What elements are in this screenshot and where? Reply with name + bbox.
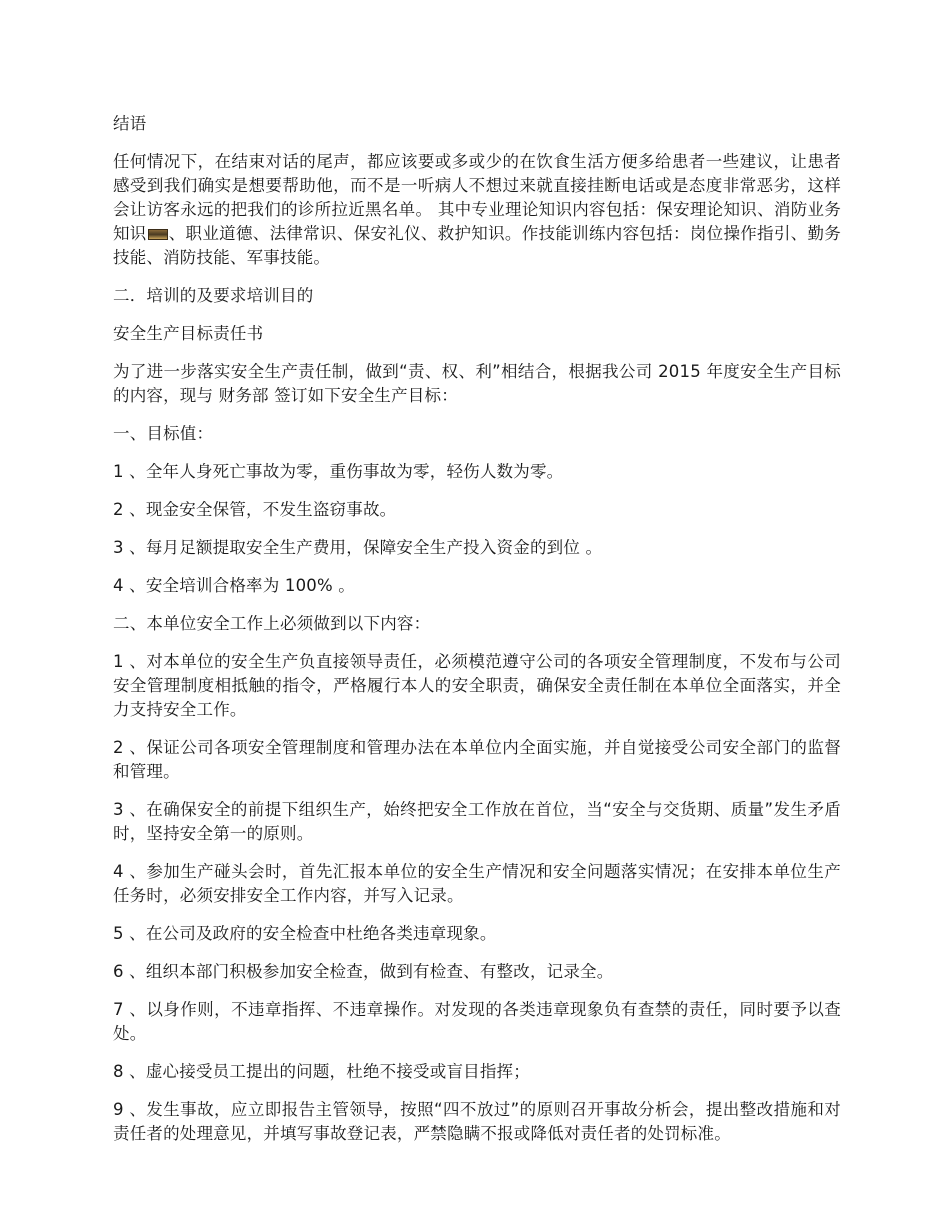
duty-item-2: 2 、保证公司各项安全管理制度和管理办法在本单位内全面实施，并自觉接受公司安全部门的监督和管理。 xyxy=(113,738,841,781)
duty-item-4: 4 、参加生产碰头会时，首先汇报本单位的安全生产情况和安全问题落实情况；在安排本单位生产任务时，必须安排安全工作内容，并写入记录。 xyxy=(113,862,841,905)
document-title: 安全生产目标责任书 xyxy=(113,324,264,343)
paragraph-text-part2: 、职业道德、法律常识、保安礼仪、救护知识。作技能训练内容包括：岗位操作指引、勤务技能、消防技能、军事技能。 xyxy=(113,224,841,267)
inline-image-icon xyxy=(148,229,168,240)
section-heading-duties: 二、本单位安全工作上必须做到以下内容： xyxy=(113,614,431,633)
document-page xyxy=(113,112,841,1160)
paragraph-text-part1: 任何情况下，在结束对话的尾声，都应该要或多或少的在饮食生活方便多给患者一些建议，让患者感受到我们确实是想要帮助他，而不是一听病人不想过来就直接挂断电话或是态度非常恶劣，这样会让访客永远的把我们的诊所拉近黑名单。 其中专业理论知识内容包括：保安理论知识、消防业务知识 xyxy=(113,152,841,243)
section-heading-targets: 一、目标值： xyxy=(113,424,214,443)
duty-item-7: 7 、以身作则，不违章指挥、不违章操作。对发现的各类违章现象负有查禁的责任，同时要予以查处。 xyxy=(113,1000,841,1043)
section-heading-training: 二．培训的及要求培训目的 xyxy=(113,286,314,305)
duty-item-6: 6 、组织本部门积极参加安全检查，做到有检查、有整改，记录全。 xyxy=(113,962,614,981)
duty-item-3: 3 、在确保安全的前提下组织生产，始终把安全工作放在首位，当“安全与交货期、质量”发生矛盾时，坚持安全第一的原则。 xyxy=(113,800,841,843)
duty-item-9: 9 、发生事故，应立即报告主管领导，按照“四不放过”的原则召开事故分析会，提出整改措施和对责任者的处理意见，并填写事故登记表，严禁隐瞒不报或降低对责任者的处罚标准。 xyxy=(113,1100,841,1143)
paragraph-conclusion-body xyxy=(113,150,841,270)
duty-item-5: 5 、在公司及政府的安全检查中杜绝各类违章现象。 xyxy=(113,924,497,943)
target-item-1: 1 、全年人身死亡事故为零，重伤事故为零，轻伤人数为零。 xyxy=(113,462,564,481)
paragraph-intro: 为了进一步落实安全生产责任制，做到“责、权、利”相结合，根据我公司 2015 年度安全生产目标的内容，现与 财务部 签订如下安全生产目标： xyxy=(113,362,841,405)
duty-item-8: 8 、虚心接受员工提出的问题，杜绝不接受或盲目指挥； xyxy=(113,1062,530,1081)
target-item-4: 4 、安全培训合格率为 100% 。 xyxy=(113,576,356,595)
target-item-3: 3 、每月足额提取安全生产费用，保障安全生产投入资金的到位 。 xyxy=(113,538,603,557)
target-item-2: 2 、现金安全保管，不发生盗窃事故。 xyxy=(113,500,397,519)
section-heading-conclusion: 结语 xyxy=(113,114,147,133)
duty-item-1: 1 、对本单位的安全生产负直接领导责任，必须模范遵守公司的各项安全管理制度，不发布与公司安全管理制度相抵触的指令，严格履行本人的安全职责，确保安全责任制在本单位全面落实，并全力支持安全工作。 xyxy=(113,652,841,719)
